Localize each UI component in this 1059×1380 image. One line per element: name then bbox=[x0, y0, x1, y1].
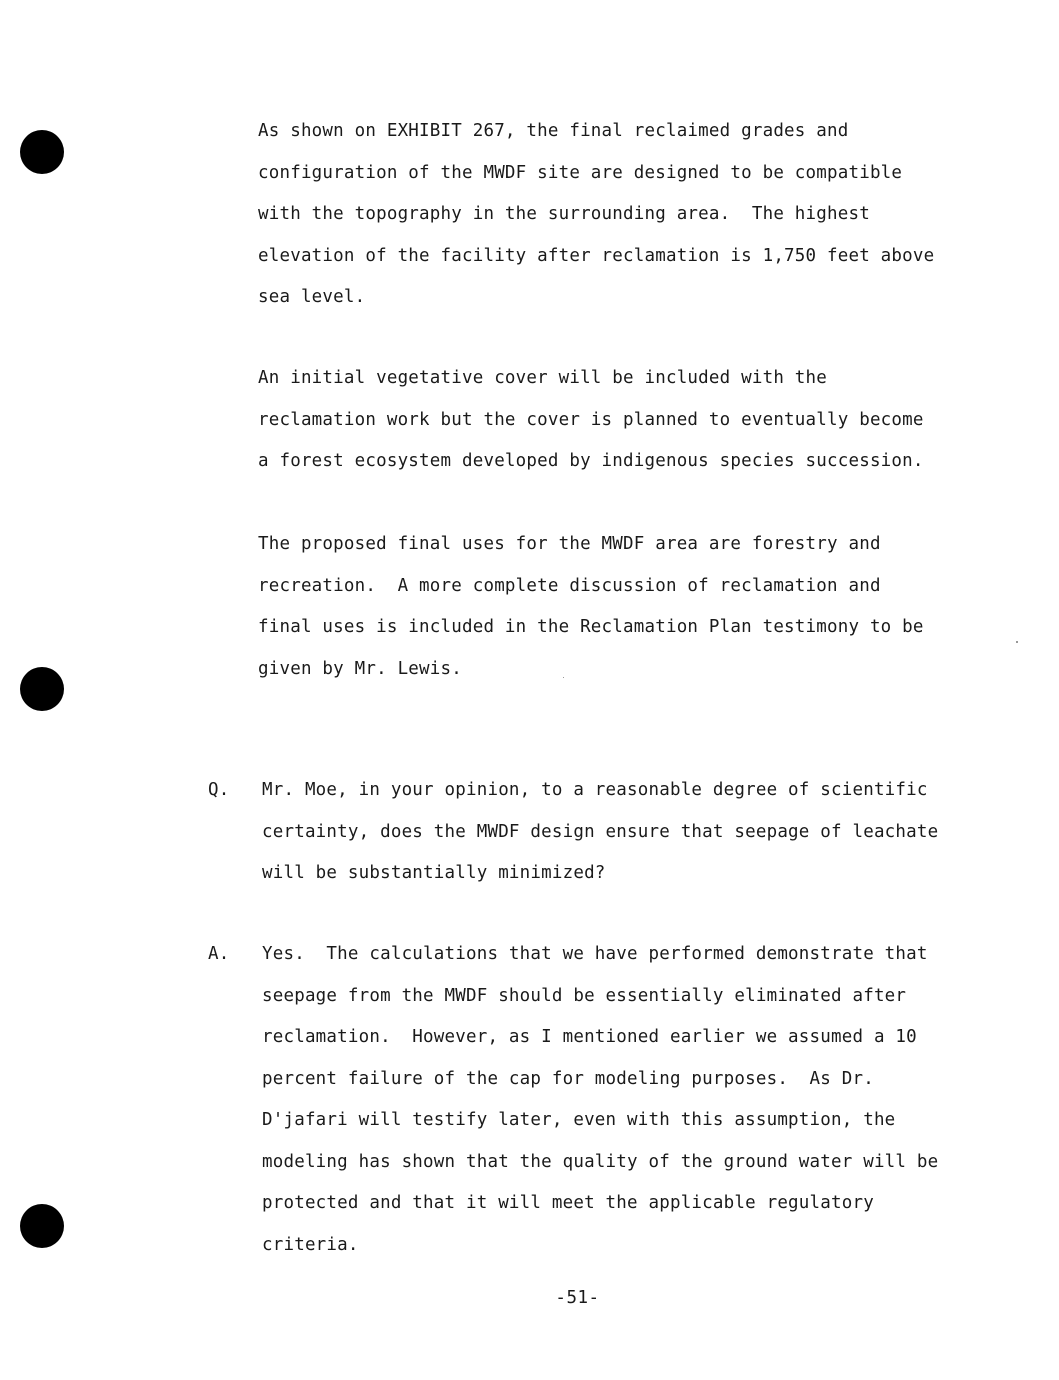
text-line: percent failure of the cap for modeling purposes. As Dr. bbox=[262, 1068, 874, 1089]
text-line: with the topography in the surrounding area. The highest bbox=[258, 204, 870, 224]
text-line: final uses is included in the Reclamation Plan testimony to be bbox=[258, 617, 924, 637]
text-line: Yes. The calculations that we have performed demonstrate that bbox=[262, 944, 928, 964]
answer-text bbox=[262, 934, 942, 1266]
text-line: protected and that it will meet the applicable regulatory bbox=[262, 1193, 874, 1213]
text-line: The proposed final uses for the MWDF area are forestry and bbox=[258, 534, 881, 554]
question-marker: Q. bbox=[208, 780, 230, 800]
text-line: criteria. bbox=[262, 1234, 359, 1255]
page-number: -51- bbox=[555, 1288, 600, 1308]
text-line: reclamation work but the cover is planned to eventually become bbox=[258, 409, 924, 430]
scan-speck bbox=[563, 677, 564, 678]
text-line: modeling has shown that the quality of the ground water will be bbox=[262, 1151, 939, 1172]
text-line: As shown on EXHIBIT 267, the final reclaimed grades and bbox=[258, 121, 849, 141]
text-line: reclamation. However, as I mentioned earlier we assumed a 10 bbox=[262, 1027, 917, 1047]
paragraph-exhibit-267 bbox=[258, 111, 938, 319]
text-line: sea level. bbox=[258, 287, 366, 307]
text-line: certainty, does the MWDF design ensure that seepage of leachate bbox=[262, 821, 939, 842]
text-line: a forest ecosystem developed by indigenous species succession. bbox=[258, 451, 924, 471]
text-line: configuration of the MWDF site are designed to be compatible bbox=[258, 162, 903, 183]
text-line: seepage from the MWDF should be essentially eliminated after bbox=[262, 985, 907, 1006]
punch-hole-top bbox=[20, 130, 64, 174]
paragraph-final-uses bbox=[258, 524, 938, 690]
punch-hole-middle bbox=[20, 667, 64, 711]
text-line: elevation of the facility after reclamation is 1,750 feet above bbox=[258, 245, 935, 266]
text-line: recreation. A more complete discussion of reclamation and bbox=[258, 575, 881, 596]
text-line: D'jafari will testify later, even with this assumption, the bbox=[262, 1110, 896, 1130]
question-text bbox=[262, 770, 942, 895]
text-line: Mr. Moe, in your opinion, to a reasonable degree of scientific bbox=[262, 780, 928, 800]
text-line: given by Mr. Lewis. bbox=[258, 658, 462, 679]
punch-hole-bottom bbox=[20, 1204, 64, 1248]
scan-speck bbox=[1016, 641, 1018, 643]
text-line: will be substantially minimized? bbox=[262, 863, 606, 883]
paragraph-vegetative-cover bbox=[258, 358, 938, 483]
text-line: An initial vegetative cover will be included with the bbox=[258, 368, 828, 388]
answer-marker: A. bbox=[208, 944, 230, 964]
